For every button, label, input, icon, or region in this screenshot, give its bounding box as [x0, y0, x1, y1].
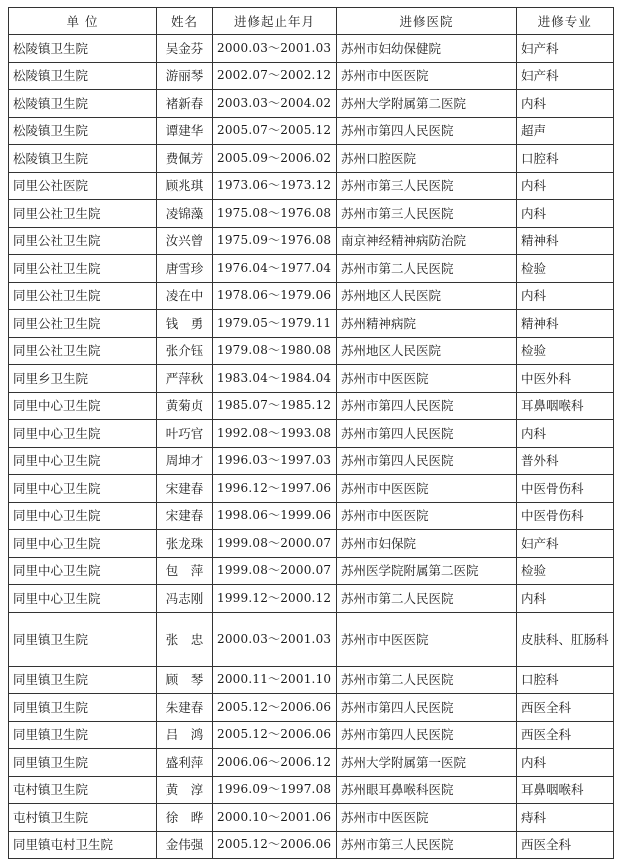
cell-unit: 同里镇卫生院 — [9, 749, 157, 777]
cell-period: 1979.05～1979.11 — [213, 310, 337, 338]
cell-name: 顾兆琪 — [157, 172, 213, 200]
cell-specialty: 超声 — [517, 117, 614, 145]
cell-name: 徐 晔 — [157, 804, 213, 832]
cell-name: 张介钰 — [157, 337, 213, 365]
cell-hospital: 苏州市第四人民医院 — [337, 117, 517, 145]
cell-hospital: 苏州市第三人民医院 — [337, 831, 517, 859]
table-row — [9, 804, 614, 832]
cell-hospital: 苏州市第三人民医院 — [337, 172, 517, 200]
cell-name: 凌锦藻 — [157, 200, 213, 228]
cell-specialty: 西医全科 — [517, 721, 614, 749]
cell-specialty: 内科 — [517, 585, 614, 613]
cell-specialty: 西医全科 — [517, 831, 614, 859]
cell-name: 盛利萍 — [157, 749, 213, 777]
cell-period: 1978.06～1979.06 — [213, 282, 337, 310]
table-body — [9, 35, 614, 859]
cell-specialty: 内科 — [517, 200, 614, 228]
cell-unit: 同里中心卫生院 — [9, 475, 157, 503]
table-row — [9, 749, 614, 777]
cell-hospital: 苏州市第二人民医院 — [337, 585, 517, 613]
cell-hospital: 苏州市第三人民医院 — [337, 200, 517, 228]
cell-period: 1996.09～1997.08 — [213, 776, 337, 804]
table-row — [9, 35, 614, 63]
cell-period: 1979.08～1980.08 — [213, 337, 337, 365]
cell-period: 2005.12～2006.06 — [213, 694, 337, 722]
cell-unit: 屯村镇卫生院 — [9, 804, 157, 832]
cell-unit: 同里中心卫生院 — [9, 447, 157, 475]
cell-name: 金伟强 — [157, 831, 213, 859]
cell-unit: 松陵镇卫生院 — [9, 35, 157, 63]
cell-unit: 同里中心卫生院 — [9, 392, 157, 420]
cell-name: 冯志刚 — [157, 585, 213, 613]
cell-unit: 同里公社卫生院 — [9, 200, 157, 228]
cell-unit: 松陵镇卫生院 — [9, 145, 157, 173]
cell-specialty: 检验 — [517, 337, 614, 365]
cell-unit: 同里中心卫生院 — [9, 502, 157, 530]
cell-name: 朱建春 — [157, 694, 213, 722]
table-row — [9, 337, 614, 365]
table-row — [9, 530, 614, 558]
table-row — [9, 447, 614, 475]
cell-specialty: 中医骨伤科 — [517, 475, 614, 503]
table-row — [9, 227, 614, 255]
cell-unit: 同里中心卫生院 — [9, 530, 157, 558]
cell-specialty: 妇产科 — [517, 35, 614, 63]
cell-hospital: 苏州市第二人民医院 — [337, 666, 517, 694]
cell-specialty: 妇产科 — [517, 62, 614, 90]
cell-hospital: 苏州市妇幼保健院 — [337, 35, 517, 63]
cell-hospital: 苏州市第四人民医院 — [337, 392, 517, 420]
cell-period: 1999.08～2000.07 — [213, 530, 337, 558]
training-records-sheet — [8, 7, 614, 859]
cell-unit: 同里公社卫生院 — [9, 337, 157, 365]
cell-specialty: 皮肤科、肛肠科 — [517, 612, 614, 666]
table-row — [9, 502, 614, 530]
cell-unit: 松陵镇卫生院 — [9, 117, 157, 145]
table-row — [9, 666, 614, 694]
cell-name: 叶巧官 — [157, 420, 213, 448]
cell-specialty: 检验 — [517, 255, 614, 283]
cell-unit: 同里镇屯村卫生院 — [9, 831, 157, 859]
cell-specialty: 内科 — [517, 90, 614, 118]
cell-hospital: 苏州市第二人民医院 — [337, 255, 517, 283]
cell-period: 2006.06～2006.12 — [213, 749, 337, 777]
cell-name: 钱 勇 — [157, 310, 213, 338]
cell-hospital: 苏州眼耳鼻喉科医院 — [337, 776, 517, 804]
cell-unit: 同里中心卫生院 — [9, 585, 157, 613]
cell-specialty: 西医全科 — [517, 694, 614, 722]
cell-hospital: 苏州口腔医院 — [337, 145, 517, 173]
cell-hospital: 苏州地区人民医院 — [337, 337, 517, 365]
cell-hospital: 苏州市第四人民医院 — [337, 420, 517, 448]
cell-name: 游丽琴 — [157, 62, 213, 90]
cell-period: 1975.09～1976.08 — [213, 227, 337, 255]
table-row — [9, 282, 614, 310]
cell-name: 黄 淳 — [157, 776, 213, 804]
table-row — [9, 392, 614, 420]
cell-period: 2000.10～2001.06 — [213, 804, 337, 832]
cell-unit: 同里中心卫生院 — [9, 557, 157, 585]
cell-period: 2000.03～2001.03 — [213, 35, 337, 63]
cell-unit: 屯村镇卫生院 — [9, 776, 157, 804]
cell-unit: 同里公社卫生院 — [9, 255, 157, 283]
cell-hospital: 苏州市中医医院 — [337, 475, 517, 503]
cell-hospital: 苏州市中医医院 — [337, 804, 517, 832]
cell-period: 2003.03～2004.02 — [213, 90, 337, 118]
cell-name: 吕 鸿 — [157, 721, 213, 749]
cell-period: 1975.08～1976.08 — [213, 200, 337, 228]
cell-hospital: 苏州市第四人民医院 — [337, 447, 517, 475]
cell-hospital: 苏州医学院附属第二医院 — [337, 557, 517, 585]
cell-period: 2000.03～2001.03 — [213, 612, 337, 666]
cell-specialty: 内科 — [517, 749, 614, 777]
table-row — [9, 420, 614, 448]
cell-hospital: 苏州地区人民医院 — [337, 282, 517, 310]
table-row — [9, 365, 614, 393]
cell-hospital: 苏州市第四人民医院 — [337, 694, 517, 722]
cell-specialty: 痔科 — [517, 804, 614, 832]
cell-specialty: 普外科 — [517, 447, 614, 475]
cell-name: 严萍秋 — [157, 365, 213, 393]
cell-specialty: 中医外科 — [517, 365, 614, 393]
cell-specialty: 口腔科 — [517, 145, 614, 173]
cell-name: 包 萍 — [157, 557, 213, 585]
cell-period: 1999.12～2000.12 — [213, 585, 337, 613]
cell-period: 1992.08～1993.08 — [213, 420, 337, 448]
cell-specialty: 精神科 — [517, 310, 614, 338]
cell-period: 2002.07～2002.12 — [213, 62, 337, 90]
cell-unit: 同里镇卫生院 — [9, 666, 157, 694]
cell-hospital: 苏州市中医医院 — [337, 62, 517, 90]
cell-unit: 同里公社医院 — [9, 172, 157, 200]
cell-name: 谭建华 — [157, 117, 213, 145]
cell-name: 凌在中 — [157, 282, 213, 310]
cell-name: 张 忠 — [157, 612, 213, 666]
cell-unit: 松陵镇卫生院 — [9, 62, 157, 90]
table-row — [9, 721, 614, 749]
table-row — [9, 475, 614, 503]
cell-name: 宋建春 — [157, 475, 213, 503]
cell-hospital: 苏州市中医医院 — [337, 365, 517, 393]
cell-specialty: 耳鼻咽喉科 — [517, 776, 614, 804]
cell-name: 黄菊贞 — [157, 392, 213, 420]
header-hospital: 进修医院 — [337, 8, 517, 35]
training-records-table — [8, 7, 614, 859]
table-row — [9, 612, 614, 666]
cell-specialty: 精神科 — [517, 227, 614, 255]
cell-name: 吴金芬 — [157, 35, 213, 63]
cell-unit: 同里镇卫生院 — [9, 612, 157, 666]
cell-period: 1998.06～1999.06 — [213, 502, 337, 530]
table-row — [9, 557, 614, 585]
table-row — [9, 255, 614, 283]
cell-specialty: 检验 — [517, 557, 614, 585]
cell-period: 2005.12～2006.06 — [213, 831, 337, 859]
cell-unit: 同里公社卫生院 — [9, 227, 157, 255]
cell-period: 2005.07～2005.12 — [213, 117, 337, 145]
cell-name: 顾 琴 — [157, 666, 213, 694]
table-row — [9, 694, 614, 722]
cell-period: 1996.03～1997.03 — [213, 447, 337, 475]
cell-period: 1999.08～2000.07 — [213, 557, 337, 585]
table-row — [9, 145, 614, 173]
table-row — [9, 831, 614, 859]
table-row — [9, 172, 614, 200]
cell-hospital: 苏州市妇保院 — [337, 530, 517, 558]
cell-specialty: 内科 — [517, 172, 614, 200]
header-specialty: 进修专业 — [517, 8, 614, 35]
header-unit: 单 位 — [9, 8, 157, 35]
cell-period: 1985.07～1985.12 — [213, 392, 337, 420]
cell-period: 1996.12～1997.06 — [213, 475, 337, 503]
header-name: 姓名 — [157, 8, 213, 35]
cell-period: 2005.09～2006.02 — [213, 145, 337, 173]
header-period: 进修起止年月 — [213, 8, 337, 35]
cell-specialty: 内科 — [517, 282, 614, 310]
cell-hospital: 南京神经精神病防治院 — [337, 227, 517, 255]
cell-specialty: 妇产科 — [517, 530, 614, 558]
cell-name: 张龙珠 — [157, 530, 213, 558]
cell-hospital: 苏州市第四人民医院 — [337, 721, 517, 749]
cell-hospital: 苏州精神病院 — [337, 310, 517, 338]
table-row — [9, 585, 614, 613]
cell-period: 2005.12～2006.06 — [213, 721, 337, 749]
cell-specialty: 内科 — [517, 420, 614, 448]
cell-unit: 同里镇卫生院 — [9, 721, 157, 749]
cell-hospital: 苏州市中医医院 — [337, 502, 517, 530]
table-row — [9, 310, 614, 338]
header-row — [9, 8, 614, 35]
table-row — [9, 117, 614, 145]
cell-specialty: 口腔科 — [517, 666, 614, 694]
cell-name: 费佩芳 — [157, 145, 213, 173]
cell-hospital: 苏州市中医医院 — [337, 612, 517, 666]
cell-unit: 同里镇卫生院 — [9, 694, 157, 722]
cell-period: 1976.04～1977.04 — [213, 255, 337, 283]
cell-unit: 同里中心卫生院 — [9, 420, 157, 448]
cell-period: 2000.11～2001.10 — [213, 666, 337, 694]
cell-name: 褚新春 — [157, 90, 213, 118]
table-row — [9, 200, 614, 228]
cell-period: 1983.04～1984.04 — [213, 365, 337, 393]
cell-specialty: 耳鼻咽喉科 — [517, 392, 614, 420]
cell-name: 周坤才 — [157, 447, 213, 475]
cell-period: 1973.06～1973.12 — [213, 172, 337, 200]
table-row — [9, 62, 614, 90]
cell-hospital: 苏州大学附属第一医院 — [337, 749, 517, 777]
cell-unit: 同里公社卫生院 — [9, 310, 157, 338]
cell-name: 汝兴曾 — [157, 227, 213, 255]
cell-specialty: 中医骨伤科 — [517, 502, 614, 530]
table-row — [9, 776, 614, 804]
cell-unit: 同里公社卫生院 — [9, 282, 157, 310]
cell-unit: 同里乡卫生院 — [9, 365, 157, 393]
cell-unit: 松陵镇卫生院 — [9, 90, 157, 118]
table-row — [9, 90, 614, 118]
cell-name: 宋建春 — [157, 502, 213, 530]
cell-name: 唐雪珍 — [157, 255, 213, 283]
cell-hospital: 苏州大学附属第二医院 — [337, 90, 517, 118]
